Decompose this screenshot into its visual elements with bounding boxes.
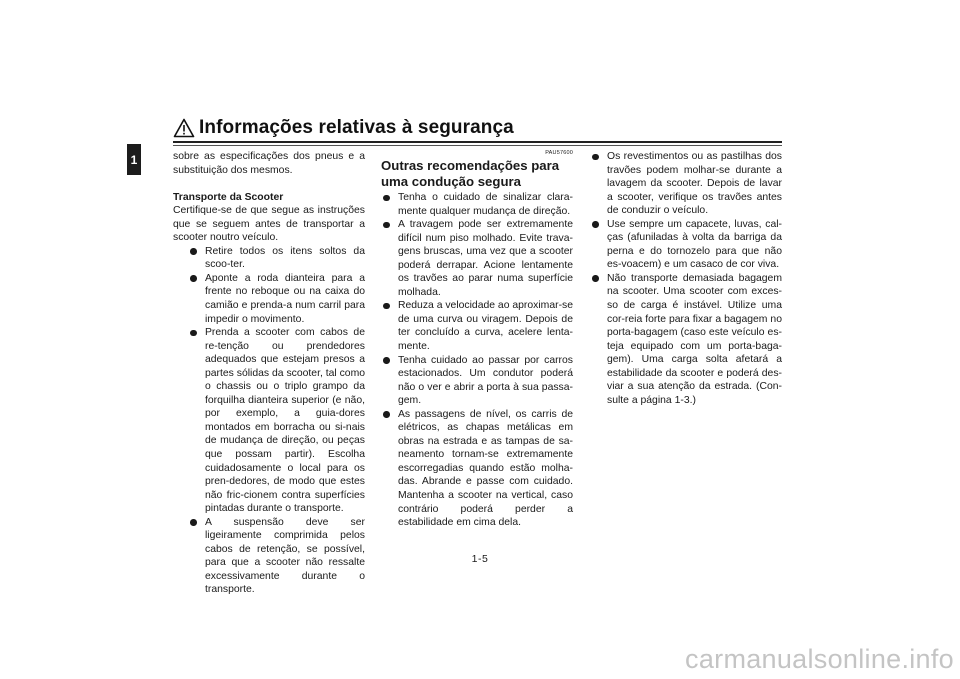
page-number: 1-5	[471, 553, 489, 565]
bullet-icon	[190, 330, 197, 337]
bullet-icon	[592, 221, 599, 228]
reference-code: PAU57600	[545, 150, 573, 156]
list-item: A travagem pode ser extremamente difícil num piso molhado. Evite trava-gens bruscas, uma vez que a scooter poderá derrapar. Acione lentamente os travões ao parar numa superfície molhada.	[381, 218, 573, 299]
column-1	[173, 150, 365, 597]
list-item: Prenda a scooter com cabos de re-tenção ou prendedores adequados que estejam presos a partes sólidas da scooter, tal como o chassis ou o triplo grampo da forquilha dianteira superior (e não, por exemplo, a guia-dores montados em borracha ou si-nais de mudança de direção, ou peças que possam partir). Escolha cuidadosamente o local para os pren-dedores, de modo que estes não fric-cionem contra superfícies pintadas durante o transporte.	[188, 326, 365, 516]
bullet-icon	[383, 411, 390, 418]
transport-paragraph: Certifique-se de que segue as instruções que se seguem antes de transportar a scooter noutro veículo.	[173, 205, 365, 244]
header-rule	[173, 141, 782, 143]
transport-subheading: Transporte da Scooter	[173, 191, 284, 203]
list-item: Reduza a velocidade ao aproximar-se de uma curva ou viragem. Depois de ter concluído a curva, acelere lenta-mente.	[381, 299, 573, 353]
bullet-icon	[383, 222, 390, 229]
watermark: carmanualsonline.info	[685, 644, 954, 674]
bullet-icon	[383, 195, 390, 202]
warning-triangle-icon	[173, 118, 195, 138]
bullet-icon	[190, 248, 197, 255]
column-3	[590, 150, 782, 407]
list-item: Tenha o cuidado de sinalizar clara-mente qualquer mudança de direção.	[381, 191, 573, 218]
bullet-icon	[190, 519, 197, 526]
intro-text: sobre as especificações dos pneus e a substituição dos mesmos.	[173, 151, 365, 176]
section-heading: Outras recomendações para uma condução segura	[381, 158, 560, 189]
recommendations-list	[381, 191, 573, 530]
chapter-tab: 1	[127, 144, 141, 175]
list-item: As passagens de nível, os carris de elétricos, as chapas metálicas em obras na estrada e as tampas de sa-neamento tornam-se extremamente escorregadias quando estão molha-das. Abrande e passe com cuidado. Mantenha a scooter na vertical, caso contrário poderá perder a estabilidade em cima dela.	[381, 408, 573, 530]
page-header	[173, 117, 514, 139]
bullet-icon	[592, 275, 599, 282]
list-item: Use sempre um capacete, luvas, cal-ças (afuniladas à volta da barriga da perna e do tornozelo para que não es-voacem) e um casaco de cor viva.	[590, 218, 782, 272]
list-item: Aponte a roda dianteira para a frente no reboque ou na caixa do camião e prenda-a num carril para impedir o movimento.	[188, 272, 365, 326]
list-item: Não transporte demasiada bagagem na scooter. Uma scooter com exces-so de carga é instável. Utilize uma cor-reia forte para fixar a bagagem no porta-bagagem (caso este veículo es-teja equipado com um porta-baga-gem). Uma carga solta afetará a estabilidade da scooter e poderá des-viar a sua atenção da estrada. (Con-sulte a página 1-3.)	[590, 272, 782, 407]
bullet-icon	[592, 154, 599, 161]
list-item: Tenha cuidado ao passar por carros estacionados. Um condutor poderá não o ver e abrir a porta à sua passa-gem.	[381, 354, 573, 408]
column-2	[381, 150, 573, 530]
header-rule-thin	[173, 145, 782, 146]
list-item: Retire todos os itens soltos da scoo-ter.	[188, 245, 365, 272]
list-item: A suspensão deve ser ligeiramente comprimida pelos cabos de retenção, se possível, para que a scooter não ressalte excessivamente durante o transporte.	[188, 516, 365, 597]
bullet-icon	[383, 303, 390, 310]
recommendations-list-continued	[590, 150, 782, 407]
list-item: Os revestimentos ou as pastilhas dos travões podem molhar-se durante a lavagem da scooter. Depois de lavar a scooter, verifique os travões antes de conduzir o veículo.	[590, 150, 782, 218]
transport-list	[173, 245, 365, 597]
bullet-icon	[383, 357, 390, 364]
bullet-icon	[190, 275, 197, 282]
page-title: Informações relativas à segurança	[199, 117, 514, 138]
